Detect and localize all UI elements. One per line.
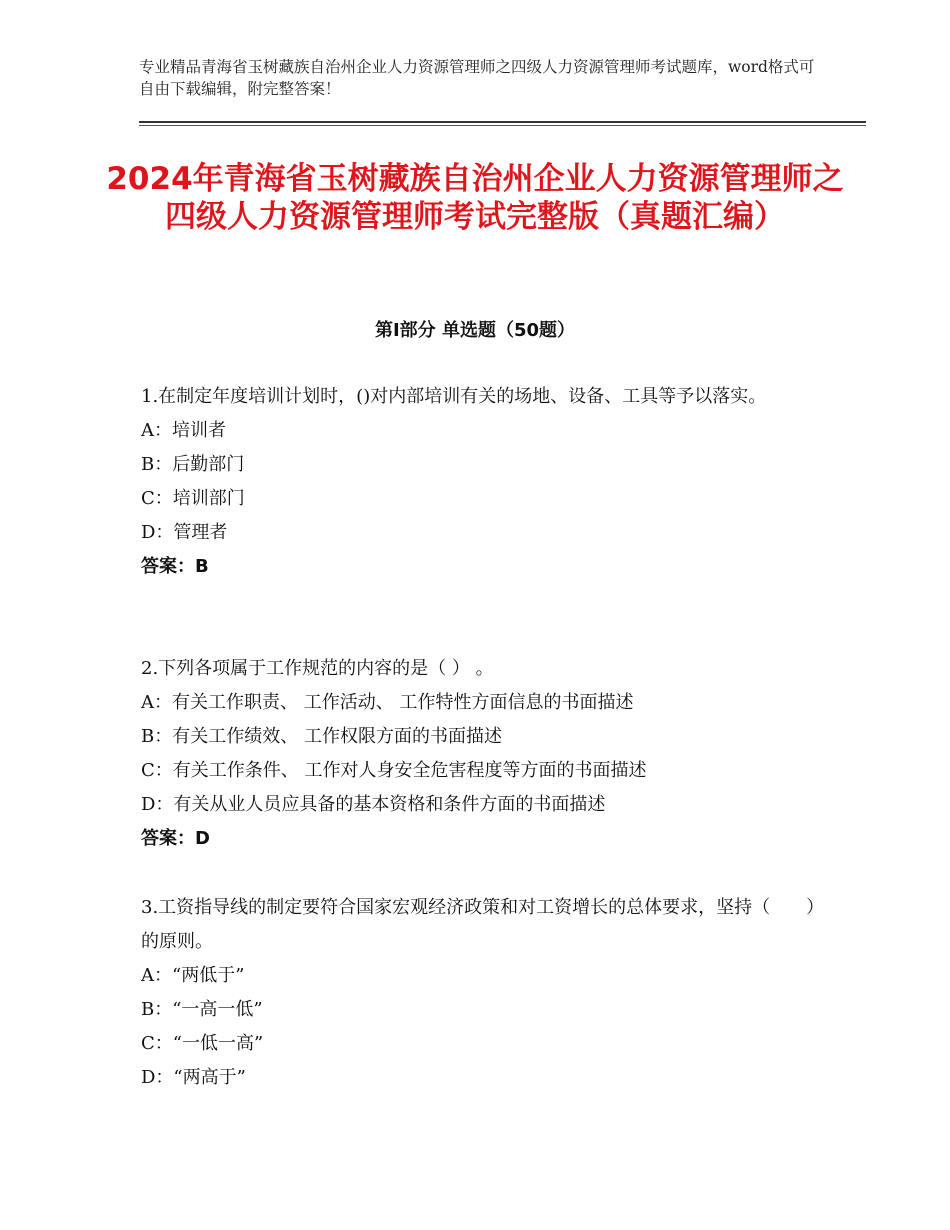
answer: 答案：D bbox=[141, 828, 210, 849]
option-d: D：管理者 bbox=[141, 522, 228, 543]
option-b: B：后勤部门 bbox=[141, 454, 245, 475]
document-title: 2024年青海省玉树藏族自治州企业人力资源管理师之四级人力资源管理师考试完整版（真题汇编） bbox=[106, 161, 844, 235]
option-c: C：培训部门 bbox=[141, 488, 245, 509]
header-note: 专业精品青海省玉树藏族自治州企业人力资源管理师之四级人力资源管理师考试题库，word格式可自由下载编辑，附完整答案！ bbox=[139, 58, 815, 98]
option-c: C：有关工作条件、 工作对人身安全危害程度等方面的书面描述 bbox=[141, 760, 647, 781]
question-2 bbox=[141, 652, 821, 856]
answer: 答案：B bbox=[141, 556, 209, 577]
option-a: A：培训者 bbox=[141, 420, 226, 441]
option-b: B：有关工作绩效、 工作权限方面的书面描述 bbox=[141, 726, 502, 747]
question-1 bbox=[141, 380, 821, 584]
option-a: A：“两低于” bbox=[141, 965, 245, 986]
option-c: C：“一低一高” bbox=[141, 1033, 264, 1054]
option-d: D：有关从业人员应具备的基本资格和条件方面的书面描述 bbox=[141, 794, 606, 815]
option-b: B：“一高一低” bbox=[141, 999, 263, 1020]
option-a: A：有关工作职责、 工作活动、 工作特性方面信息的书面描述 bbox=[141, 692, 634, 713]
question-stem: 1.在制定年度培训计划时，()对内部培训有关的场地、设备、工具等予以落实。 bbox=[141, 386, 767, 407]
header-rule-thick bbox=[139, 121, 866, 123]
question-stem: 2.下列各项属于工作规范的内容的是（ ） 。 bbox=[141, 658, 494, 679]
question-stem: 3.工资指导线的制定要符合国家宏观经济政策和对工资增长的总体要求，坚持（ ）的原则。 bbox=[141, 897, 816, 952]
question-3 bbox=[141, 891, 821, 1095]
section-heading: 第Ⅰ部分 单选题（50题） bbox=[374, 320, 575, 341]
option-d: D：“两高于” bbox=[141, 1067, 246, 1088]
header-rule-thin bbox=[139, 125, 866, 126]
